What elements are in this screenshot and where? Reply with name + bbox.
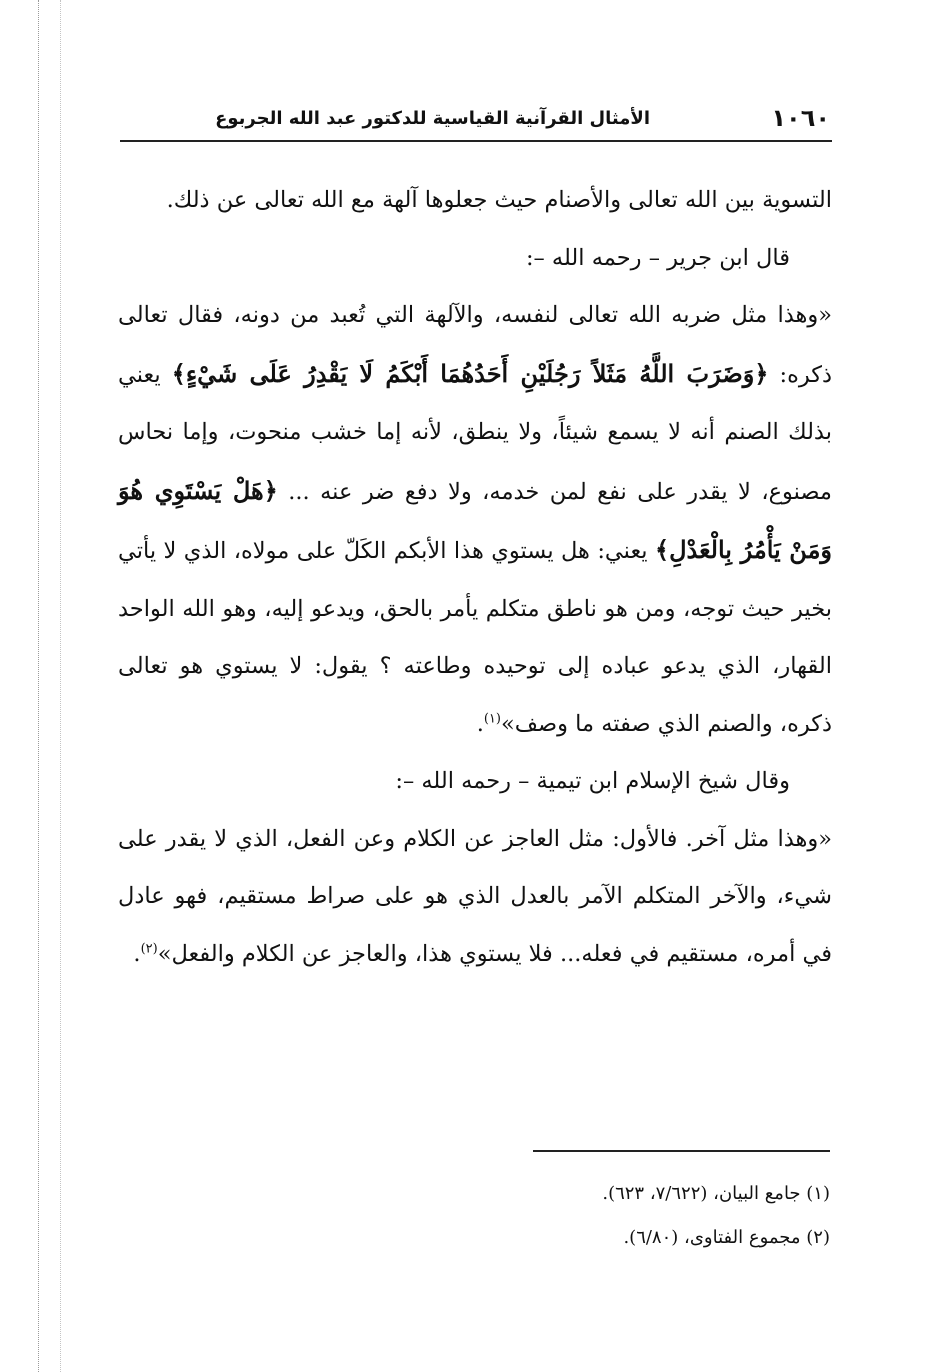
quran-verse: ﴿وَضَرَبَ اللَّهُ مَثَلاً رَجُلَيْنِ أَحَدُهُمَا أَبْكَمُ لَا يَقْدِرُ عَلَى شَيْءٍ﴾ xyxy=(171,358,769,388)
text-line: قال ابن جرير – رحمه الله –: xyxy=(525,244,790,271)
text-line: مولاه، الذي لا يأتي بخير حيث توجه، ومن هو ناطق متكلم يأمر بالحق، xyxy=(118,538,832,622)
text-line: تعالى ذكره: xyxy=(118,302,833,388)
text-line: لا يقدر على شيء، والآخر المتكلم الآمر بالعدل الذي هو على صراط xyxy=(118,825,832,909)
text-line: . xyxy=(133,940,141,967)
footnote-marker: (١) xyxy=(483,711,501,726)
running-title: الأمثال القرآنية القياسية للدكتور عبد الله الجربوع xyxy=(215,108,650,129)
text-line: التسوية بين الله تعالى والأصنام حيث جعلوها آلهة مع الله تعالى عن ذلك. xyxy=(166,187,832,213)
paragraph xyxy=(118,753,832,811)
quotation-paragraph xyxy=(118,811,832,984)
quran-verse: ﴿هَلْ يَسْتَوِي هُوَ وَمَنْ يَأْمُرُ بِالْعَدْلِ﴾ xyxy=(118,475,833,564)
paragraph xyxy=(118,230,832,288)
text-line: وصف» xyxy=(500,710,569,737)
header-rule xyxy=(120,140,832,142)
text-line: يعني بذلك الصنم أنه لا يسمع شيئاً، ولا ينطق، لأنه إما خشب منحوت، xyxy=(118,361,832,445)
margin-dotted-line xyxy=(38,0,39,1372)
footnote-marker: (٢) xyxy=(140,941,158,956)
text-line: مستقيم، فهو عادل في أمره، مستقيم في فعله... فلا يستوي هذا، والعاجز xyxy=(118,883,832,967)
text-line: عن الكلام والفعل» xyxy=(157,940,333,967)
text-line: «وهذا مثل آخر. فالأول: مثل العاجز عن الكلام وعن الفعل، الذي xyxy=(235,825,833,852)
footnote-separator xyxy=(533,1150,830,1152)
quotation-paragraph xyxy=(118,287,832,753)
page-number: ١٠٦٠ xyxy=(771,104,830,132)
text-line: يعني: هل يستوي هذا الأبكم الكَلّ على xyxy=(296,538,648,564)
text-line: وطاعته ؟ يقول: لا يستوي هو تعالى ذكره، والصنم الذي صفته ما xyxy=(118,653,832,737)
text-line: ويدعو إليه، وهو الله الواحد القهار، الذي يدعو عباده إلى توحيده xyxy=(118,595,832,679)
text-line: . xyxy=(476,710,484,737)
footnotes xyxy=(300,1172,830,1260)
footnote: (١) جامع البيان، (٧/٦٢٢، ٦٢٣). xyxy=(602,1183,830,1204)
text-line: وقال شيخ الإسلام ابن تيمية – رحمه الله –: xyxy=(395,768,790,794)
text-line: وإما نحاس مصنوع، لا يقدر على نفع لمن خدمه، ولا دفع ضر عنه ... xyxy=(118,419,832,505)
footnote: (٢) مجموع الفتاوى، (٦/٨٠). xyxy=(623,1227,830,1248)
running-header xyxy=(120,102,830,138)
paragraph xyxy=(118,172,832,230)
main-text xyxy=(118,172,832,983)
margin-dotted-line xyxy=(60,0,61,1372)
text-line: «وهذا مثل ضربه الله تعالى لنفسه، والآلهة التي تُعبد من دونه، فقال xyxy=(177,302,832,328)
